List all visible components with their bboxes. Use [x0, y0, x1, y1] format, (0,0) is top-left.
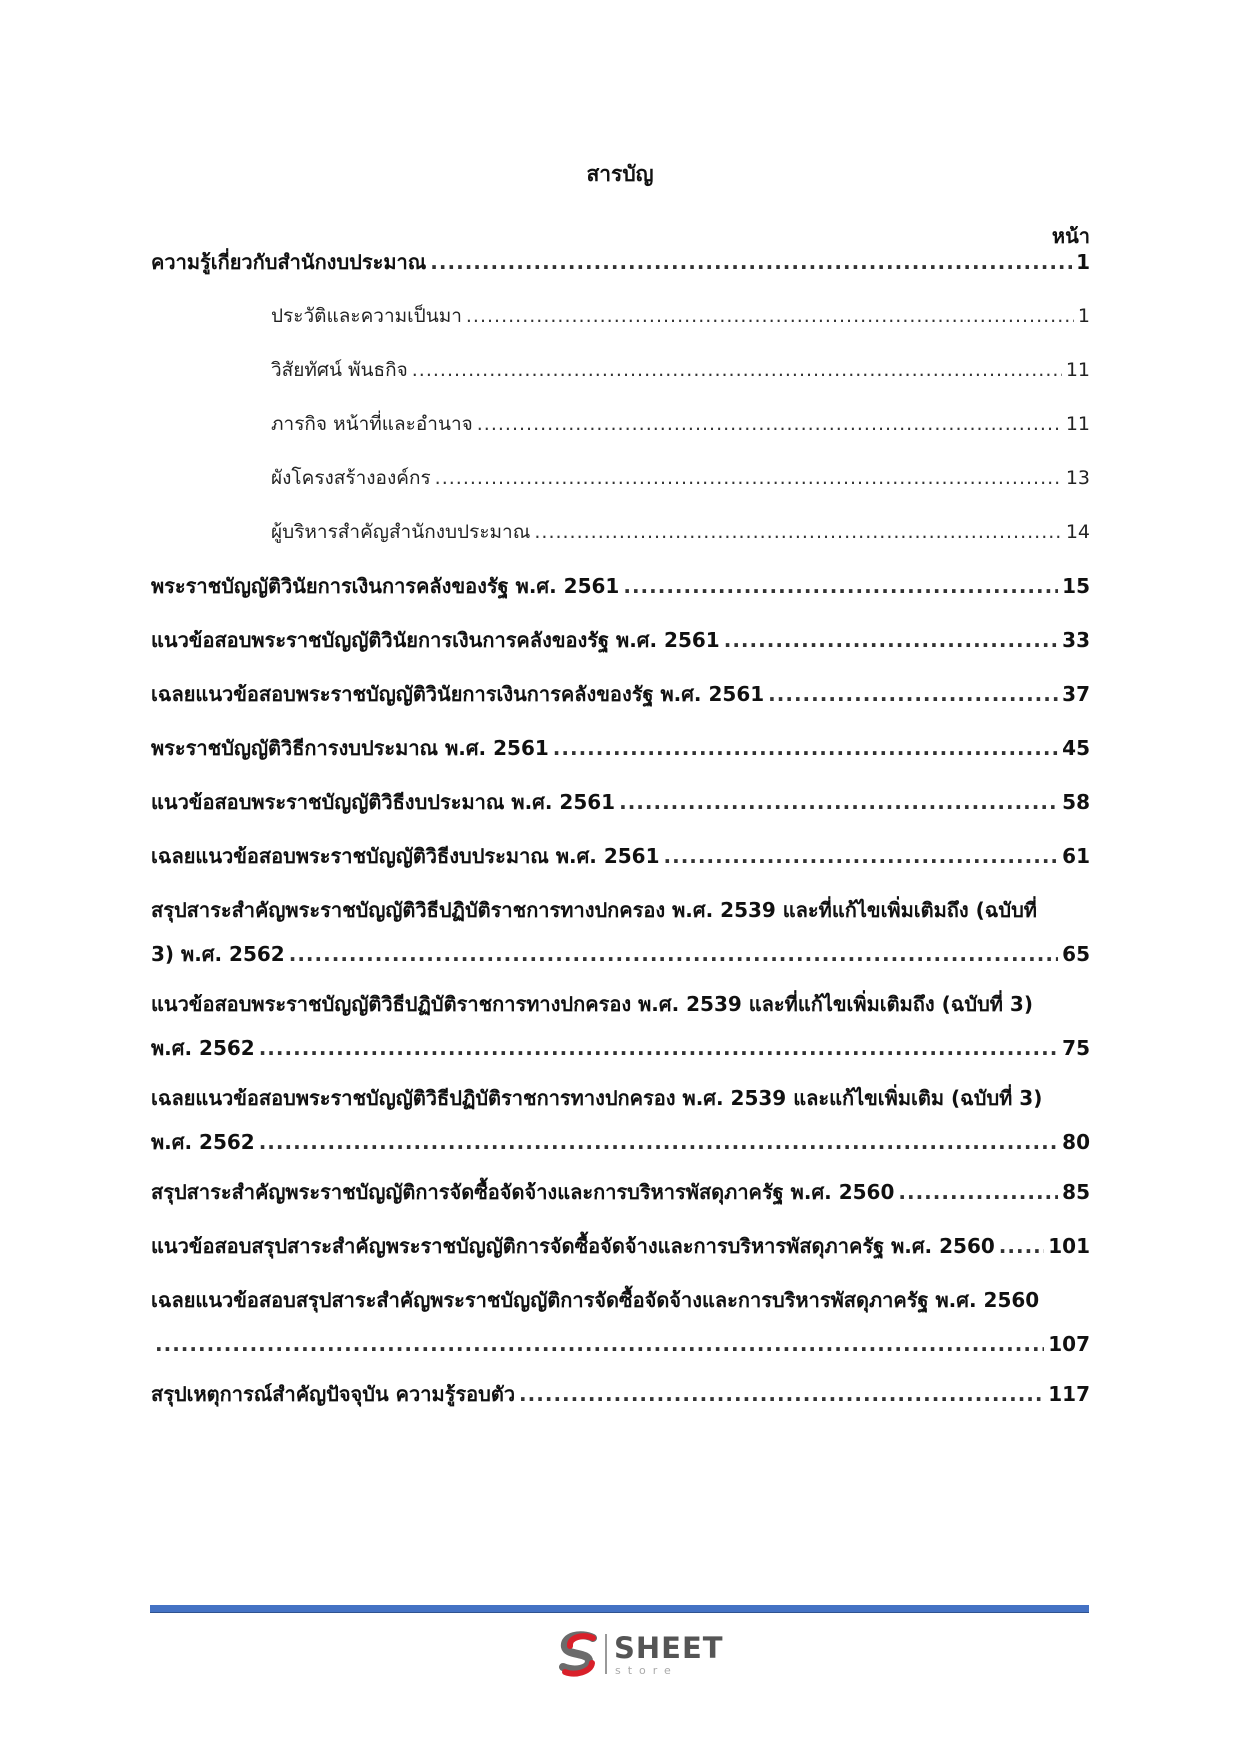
logo-subtext: store	[615, 1664, 678, 1677]
sheet-store-s-icon	[553, 1630, 603, 1680]
logo-wordmark: SHEET	[614, 1631, 724, 1665]
toc-subentry[interactable]: ผู้บริหารสำคัญสำนักงบประมาณ ..... 14	[271, 510, 1090, 554]
toc-entry[interactable]: สรุปสาระสำคัญพระราชบัญญัติการจัดซื้อจัดจ้างและการบริหารพัสดุภาครัฐ พ.ศ. 2560 ..... 85	[151, 1170, 1090, 1214]
toc-subentry[interactable]: ภารกิจ หน้าที่และอำนาจ ..... 11	[271, 402, 1090, 446]
toc-entry-multiline[interactable]: สรุปสาระสำคัญพระราชบัญญัติวิธีปฏิบัติราชการทางปกครอง พ.ศ. 2539 และที่แก้ไขเพิ่มเติมถึง (ฉบับที่ 3) พ.ศ. 2562 ..... 65	[151, 888, 1090, 976]
footer-divider	[150, 1605, 1089, 1613]
toc-entry[interactable]: แนวข้อสอบพระราชบัญญัติวินัยการเงินการคลังของรัฐ พ.ศ. 2561 ..... 33	[151, 618, 1090, 662]
toc-entry[interactable]: เฉลยแนวข้อสอบพระราชบัญญัติวินัยการเงินการคลังของรัฐ พ.ศ. 2561 ..... 37	[151, 672, 1090, 716]
page-column-label: หน้า	[1051, 224, 1090, 248]
toc-entry[interactable]: แนวข้อสอบสรุปสาระสำคัญพระราชบัญญัติการจัดซื้อจัดจ้างและการบริหารพัสดุภาครัฐ พ.ศ. 2560 ..... 101	[151, 1224, 1090, 1268]
toc-entry[interactable]: ความรู้เกี่ยวกับสำนักงบประมาณ ..... 1	[151, 240, 1090, 284]
toc-entry-multiline[interactable]: เฉลยแนวข้อสอบพระราชบัญญัติวิธีปฏิบัติราชการทางปกครอง พ.ศ. 2539 และแก้ไขเพิ่มเติม (ฉบับที่ 3) พ.ศ. 2562 ..... 80	[151, 1076, 1090, 1164]
toc-entry-multiline[interactable]: เฉลยแนวข้อสอบสรุปสาระสำคัญพระราชบัญญัติการจัดซื้อจัดจ้างและการบริหารพัสดุภาครัฐ พ.ศ. 2560 ..... 107	[151, 1278, 1090, 1366]
page-title: สารบัญ	[586, 162, 654, 186]
toc-entry[interactable]: แนวข้อสอบพระราชบัญญัติวิธีงบประมาณ พ.ศ. 2561 ..... 58	[151, 780, 1090, 824]
toc-subentry[interactable]: ผังโครงสร้างองค์กร ..... 13	[271, 456, 1090, 500]
sheet-store-logo	[553, 1630, 723, 1680]
toc-entry-multiline[interactable]: แนวข้อสอบพระราชบัญญัติวิธีปฏิบัติราชการทางปกครอง พ.ศ. 2539 และที่แก้ไขเพิ่มเติมถึง (ฉบับที่ 3) พ.ศ. 2562 ..... 75	[151, 982, 1090, 1070]
toc-entry[interactable]: เฉลยแนวข้อสอบพระราชบัญญัติวิธีงบประมาณ พ.ศ. 2561 ..... 61	[151, 834, 1090, 878]
toc-subentry[interactable]: ประวัติและความเป็นมา ..... 1	[271, 294, 1090, 338]
logo-divider	[605, 1634, 607, 1674]
toc-entry[interactable]: สรุปเหตุการณ์สำคัญปัจจุบัน ความรู้รอบตัว ..... 117	[151, 1372, 1090, 1416]
toc-entry[interactable]: พระราชบัญญัติวินัยการเงินการคลังของรัฐ พ.ศ. 2561 ..... 15	[151, 564, 1090, 608]
toc-subentry[interactable]: วิสัยทัศน์ พันธกิจ ..... 11	[271, 348, 1090, 392]
toc-entry[interactable]: พระราชบัญญัติวิธีการงบประมาณ พ.ศ. 2561 ..... 45	[151, 726, 1090, 770]
